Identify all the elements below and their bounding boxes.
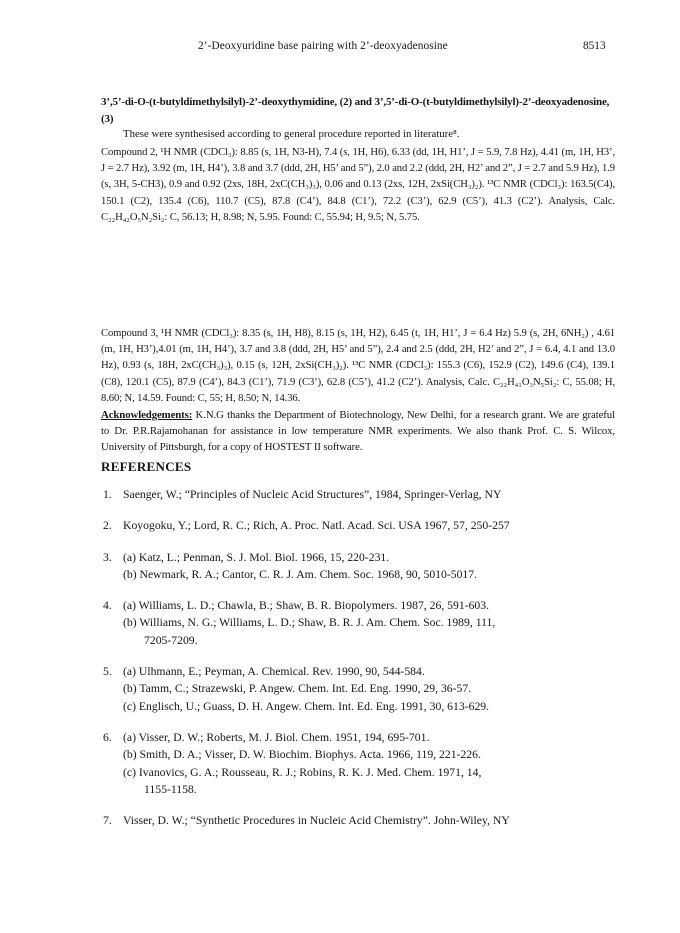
reference-item [103,729,623,798]
compound-2-text: Compound 2, ¹H NMR (CDCl₃): 8.85 (s, 1H, N3-H), 7.4 (s, 1H, H6), 6.33 (dd, 1H, H1’, J = 5.9, 7.8 Hz), 4.41 (m, 1H, H3’, J = 2.7 Hz), 3.92 (m, 1H, H4’), 3.8 and 3.7 (ddd, 2H, H5’ and 5”), 2.0 and 2.2 (ddd, 2H, H2’ and 2”, J = 2.7 and 5.9 Hz), 1.9 (s, 3H, 5-CH3), 0.9 and 0.92 (2xs, 18H, 2xC(CH₃)₃), 0.06 and 0.13 (2xs, 12H, 2xSi(CH₃)₂). ¹³C NMR (CDCl₃): 163.5(C4), 150.1 (C2), 135.4 (C6), 110.7 (C5), 87.8 (C4’), 84.8 (C1’), 72.2 (C3’), 62.9 (C5’), 41.3 (C2’). Analysis, Calc. C₂₂H₄₂O₅N₂Si₂: C, 56.13; H, 8.98; N, 5.95. Found: C, 55.94; H, 9.5; N, 5.75. [101,147,615,223]
reference-number: 1. [103,488,112,501]
reference-number: 4. [103,599,112,613]
reference-line: (a) Katz, L.; Penman, S. J. Mol. Biol. 1966, 15, 220-231. [123,550,390,564]
reference-line: 7205-7209. [144,633,198,647]
running-title: 2’-Deoxyuridine base pairing with 2’-deoxyadenosine [198,40,448,52]
reference-line: Saenger, W.; “Principles of Nucleic Acid Structures”, 1984, Springer-Verlag, NY [123,488,502,501]
reference-line: Visser, D. W.; “Synthetic Procedures in Nucleic Acid Chemistry”. John-Wiley, NY [123,814,510,828]
reference-number: 3. [103,550,112,564]
reference-number: 7. [103,814,112,828]
reference-item [103,597,623,649]
references-list [103,486,623,843]
reference-line: (b) Smith, D. A.; Visser, D. W. Biochim. Biophys. Acta. 1966, 119, 221-226. [123,748,481,762]
acknowledgements-paragraph [101,407,615,456]
references-heading: REFERENCES [101,459,192,474]
reference-line: (a) Ulhmann, E.; Peyman, A. Chemical. Rev. 1990, 90, 544-584. [123,665,425,679]
reference-item [103,549,623,584]
reference-line: (c) Englisch, U.; Guass, D. H. Angew. Chem. Int. Ed. Eng. 1991, 30, 613-629. [123,699,490,713]
reference-line: (b) Newmark, R. A.; Cantor, C. R. J. Am. Chem. Soc. 1968, 90, 5010-5017. [123,567,478,581]
reference-item [103,486,623,503]
reference-number: 5. [103,665,112,679]
reference-line: (b) Tamm, C.; Strazewski, P. Angew. Chem. Int. Ed. Eng. 1990, 29, 36-57. [123,682,472,696]
reference-line: (a) Williams, L. D.; Chawla, B.; Shaw, B. R. Biopolymers. 1987, 26, 591-603. [123,599,490,613]
reference-line: (b) Williams, N. G.; Williams, L. D.; Shaw, B. R. J. Am. Chem. Soc. 1989, 111, [123,616,496,630]
acknowledgements-text: K.N.G thanks the Department of Biotechnology, New Delhi, for a research grant. We are grateful to Dr. P.R.Rajamohanan for assistance in low temperature NMR experiments. We also thank Prof. C. S. Wilcox, University of Pittsburgh, for a copy of HOSTEST II software. [101,409,615,454]
acknowledgements-label: Acknowledgements: [101,409,193,421]
reference-line: 1155-1158. [144,782,197,796]
page-header [0,40,680,56]
compound-3-paragraph [101,326,615,407]
compounds-heading: 3’,5’-di-O-(t-butyldimethylsilyl)-2’-deoxythymidine, (2) and 3’,5’-di-O-(t-butyldimethylsilyl)-2’-deoxyadenosine, (3) [101,96,610,125]
page-number: 8513 [583,40,606,52]
reference-item [103,663,623,715]
reference-line: Koyogoku, Y.; Lord, R. C.; Rich, A. Proc. Natl. Acad. Sci. USA 1967, 57, 250-257 [123,519,510,533]
reference-item [103,517,623,534]
reference-line: (c) Ivanovics, G. A.; Rousseau, R. J.; Robins, R. K. J. Med. Chem. 1971, 14, [123,765,482,779]
synthesis-note: These were synthesised according to general procedure reported in literature⁸. [123,128,460,140]
reference-number: 6. [103,730,112,744]
compound-3-text: Compound 3, ¹H NMR (CDCl₃): 8.35 (s, 1H, H8), 8.15 (s, 1H, H2), 6.45 (t, 1H, H1’, J = 6.4 Hz) 5.9 (s, 2H, 6NH₂) , 4.61 (m, 1H, H3’),4.01 (m, 1H, H4’), 3.7 and 3.8 (ddd, 2H, H5’ and 5”), 2.4 and 2.5 (ddd, 2H, H2’ and 2”, J = 6.4, 4.1 and 13.0 Hz), 0.93 (s, 18H, 2xC(CH₃)₃), 0.15 (s, 12H, 2xSi(CH₃)₂). ¹³C NMR (CDCl₃): 155.3 (C6), 152.9 (C2), 149.6 (C4), 139.1 (C8), 120.1 (C5), 87.9 (C4’), 84.3 (C1’), 71.9 (C3’), 62.8 (C5’), 41.2 (C2’). Analysis, Calc. C₂₂H₄₁O₃N₅Si₂: C, 55.08; H, 8.60; N, 14.59. Found: C, 55; H, 8.50; N, 14.36. [101,328,615,404]
reference-item [103,812,623,829]
compound-2-paragraph [101,145,615,226]
reference-number: 2. [103,519,112,533]
reference-line: (a) Visser, D. W.; Roberts, M. J. Biol. Chem. 1951, 194, 695-701. [123,730,430,744]
